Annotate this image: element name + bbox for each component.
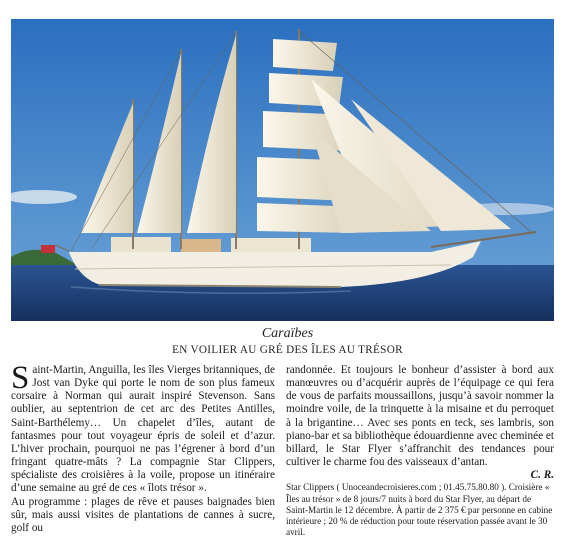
article-kicker: Caraïbes [261, 326, 314, 341]
article-column-left [11, 360, 275, 535]
ship-illustration [11, 19, 554, 321]
article-paragraph-text: aint-Martin, Anguilla, les îles Vierges britanniques, de Jost van Dyke qui porte le nom de son plus fameux corsaire à Norman qui aurait inspiré Stevenson. Sans oublier, au septentrion de cet arc des Petites Antilles, Saint-Barthélemy… Un chapelet d’îles, autant de fantasmes pour tout voyageur épris de soleil et d’azur. L’hiver prochain, pourquoi ne pas l’égrener à bord d’un fringant quatre-mâts ? La compagnie Star Clippers, spécialiste des croisières à la voile, propose un itinéraire d’une semaine au gré de ces « îlots trésor ». [11, 364, 275, 495]
article-paragraph-text: Au programme : plages de rêve et pauses baignades bien sûr, mais aussi visites de plantations de cannes à sucre, golf ou [11, 495, 275, 534]
drop-cap: S [11, 360, 30, 396]
article-title: EN VOILIER AU GRÉ DES ÎLES AU TRÉSOR [172, 344, 403, 356]
article-paragraph [11, 360, 275, 496]
practical-info: Star Clippers ( Unoceandecroisieres.com ; 01.45.75.80.80 ). Croisière « Îles au trésor » de 8 jours/7 nuits à bord du Star Flyer, au départ de Saint-Martin le 12 décembre. À partir de 2 375 € par personne en cabine intérieure ; 20 % de réduction pour toute réservation passée avant le 30 avril. [286, 482, 553, 538]
author-signature: C. R. [530, 469, 554, 482]
article-column-right [286, 364, 554, 538]
article-heading [0, 326, 575, 357]
sailing-ship-photo [11, 19, 554, 321]
article-paragraph-text: randonnée. Et toujours le bonheur d’assister à bord aux manœuvres ou d’acquérir auprès de l’équipage ce qui fera de vous de parfaits moussaillons, jusqu’à savoir nommer la moindre voile, de la trinquette à la misaine et du perroquet à la brigantine… Avec ses ponts en teck, ses lambris, son piano-bar et sa bibliothèque édouardienne avec cheminée et billard, le Star Flyer s’affranchit des tendances pour cultiver le charme fou des vaisseaux d’antan. [286, 364, 554, 469]
